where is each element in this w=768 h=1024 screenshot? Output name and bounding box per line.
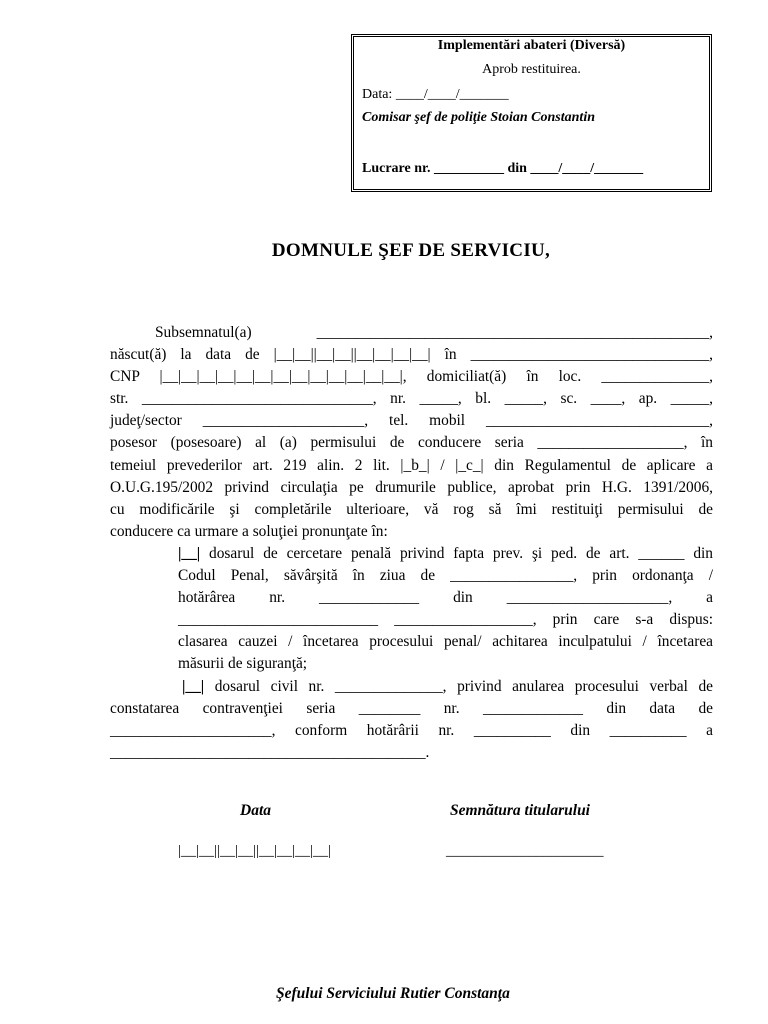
civil-option-line: _____________________, conform hotărârii nr. __________ din __________ a: [110, 721, 713, 739]
body-line: str. ______________________________, nr. _____, bl. _____, sc. ____, ap. _____,: [110, 390, 713, 408]
body-line: cu modificările şi completările ulterioare, vă rog să îmi restituiţi permisului de: [110, 500, 713, 518]
civil-option-line: _________________________________________.: [110, 743, 430, 761]
body-line: O.U.G.195/2002 privind circulaţia pe drumurile publice, aprobat prin H.G. 1391/2006,: [110, 478, 713, 496]
penal-checkbox[interactable]: |__|: [178, 544, 201, 562]
penal-option-line: măsurii de siguranţă;: [178, 655, 308, 673]
work-number-line: Lucrare nr. __________ din ____/____/_______: [362, 161, 644, 176]
civil-option-first-line: [110, 676, 713, 698]
approval-signer: Comisar şef de poliţie Stoian Constantin: [362, 110, 595, 125]
body-line: judeţ/sector _____________________, tel. mobil _____________________________,: [110, 412, 713, 430]
body-line: conducere ca urmare a soluţiei pronunţate în:: [110, 522, 388, 540]
addressee: Şefului Serviciului Rutier Constanţa: [276, 985, 510, 1002]
approval-box: [351, 34, 712, 192]
penal-option-first-line: [110, 543, 713, 565]
request-body: [110, 322, 713, 764]
body-line: temeiul prevederilor art. 219 alin. 2 lit. |_b_| / |_c_| din Regulamentul de aplicare a: [110, 456, 713, 474]
approval-date-line: Data: ____/____/_______: [362, 87, 509, 102]
body-line: CNP |__|__|__|__|__|__|__|__|__|__|__|__|__|, domiciliat(ă) în loc. ______________,: [110, 368, 713, 386]
date-boxes[interactable]: |__|__||__|__||__|__|__|__|: [178, 843, 332, 859]
body-line: Subsemnatul(a) ___________________________________________________,: [155, 324, 713, 341]
approval-heading: Implementări abateri (Diversă): [437, 38, 626, 53]
civil-checkbox[interactable]: |__|: [182, 677, 205, 695]
body-line: posesor (posesoare) al (a) permisului de conducere seria ___________________, în: [110, 434, 713, 452]
page-title: DOMNULE ŞEF DE SERVICIU,: [271, 240, 551, 261]
approval-text: Aprob restituirea.: [482, 62, 581, 77]
civil-option-text: dosarul civil nr. ______________, privind anularea procesului verbal de: [204, 677, 713, 695]
civil-option-line: constatarea contravenţiei seria ________ nr. _____________ din data de: [110, 699, 713, 717]
signature-label: Semnătura titularului: [450, 802, 590, 819]
penal-option-line: __________________________ __________________, prin care s-a dispus:: [178, 611, 713, 629]
date-label: Data: [240, 802, 271, 819]
penal-option-line: hotărârea nr. _____________ din _____________________, a: [178, 589, 713, 607]
signature-line[interactable]: _____________________: [446, 843, 604, 859]
penal-option-line: Codul Penal, săvârşită în ziua de ________________, prin ordonanţa /: [178, 567, 713, 585]
penal-option-line: clasarea cauzei / încetarea procesului penal/ achitarea inculpatului / încetarea: [178, 633, 713, 651]
penal-option-text: dosarul de cercetare penală privind fapta prev. şi ped. de art. ______ din: [200, 544, 713, 562]
body-line: născut(ă) la data de |__|__||__|__||__|__|__|__| în _______________________________,: [110, 346, 713, 364]
